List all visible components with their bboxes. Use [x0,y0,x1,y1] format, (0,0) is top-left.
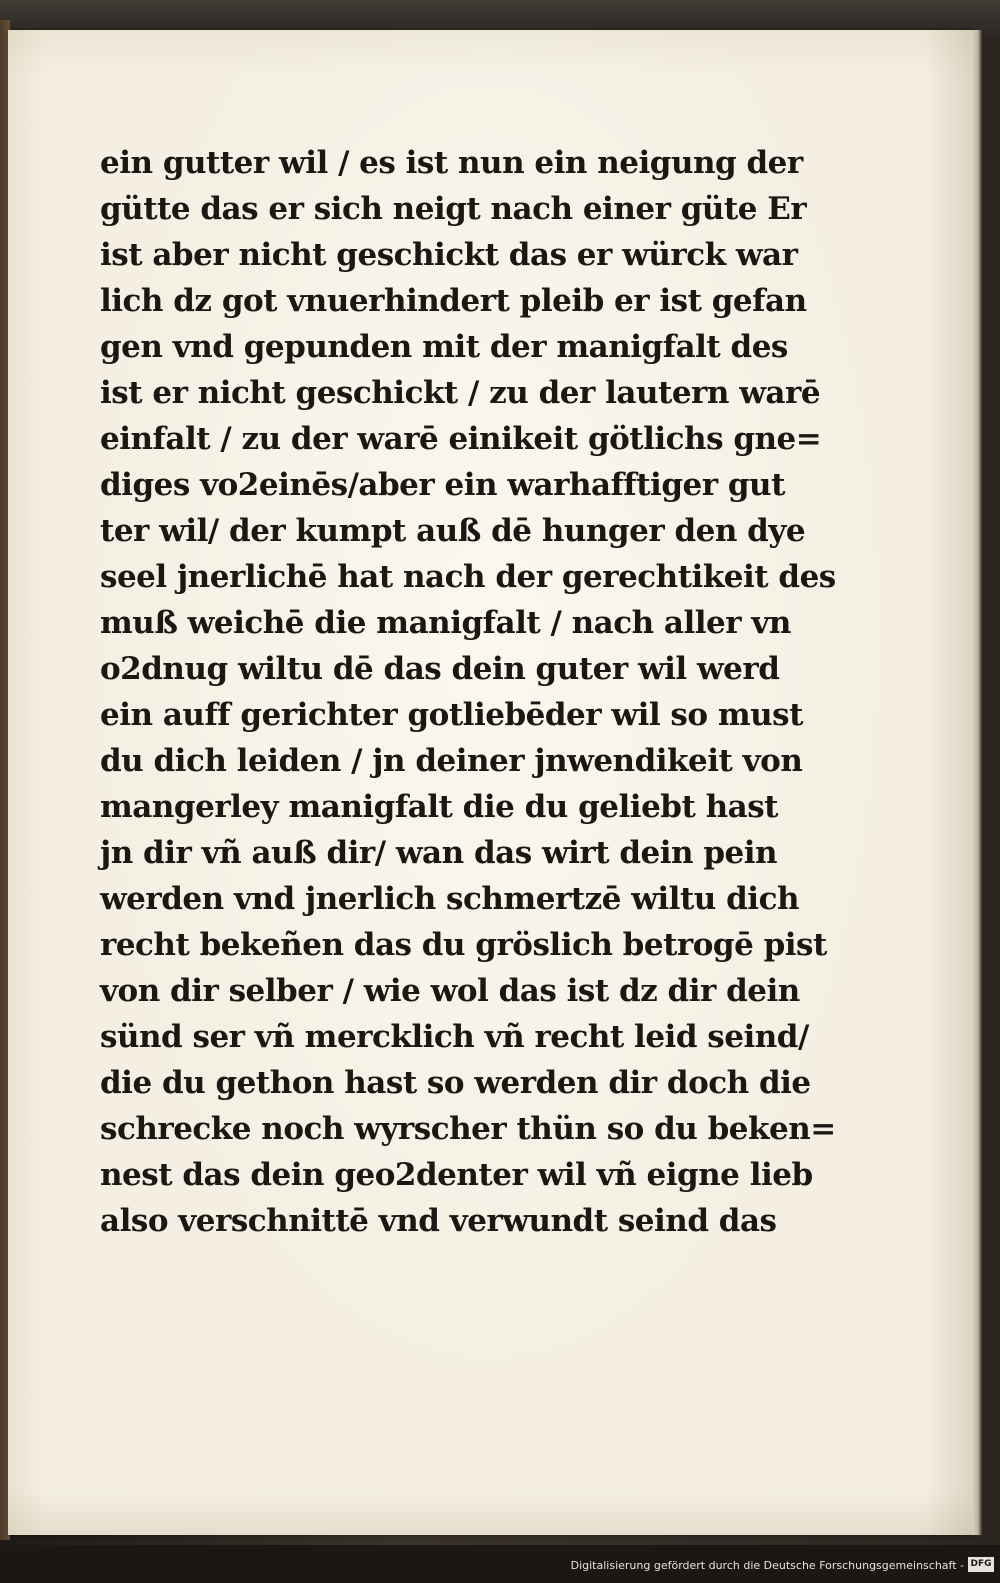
text-line: du dich leiden / jn deiner jnwendikeit von [100,743,803,779]
text-line: muß weichē die manigfalt / nach aller vn [100,605,791,641]
text-line: also verschnittē vnd verwundt seind das [100,1203,777,1239]
text-line: seel jnerlichē hat nach der gerechtikeit des [100,559,836,595]
text-line: nest das dein geo2denter wil vñ eigne lieb [100,1157,813,1193]
text-line: ein auff gerichter gotliebēder wil so must [100,697,803,733]
text-line: die du gethon hast so werden dir doch die [100,1065,811,1101]
text-line: mangerley manigfalt die du geliebt hast [100,789,778,825]
text-line: gen vnd gepunden mit der manigfalt des [100,329,788,365]
text-line: ist aber nicht geschickt das er würck war [100,237,798,273]
page-text [100,140,836,1244]
text-line: werden vnd jnerlich schmertzē wiltu dich [100,881,799,917]
digitization-credit: Digitalisierung gefördert durch die Deutsche Forschungsgemeinschaft - [570,1559,964,1572]
text-line: schrecke noch wyrscher thün so du beken= [100,1111,836,1147]
text-line: diges vo2einēs/aber ein warhafftiger gut [100,467,785,503]
page-edge [972,30,982,1535]
text-line: jn dir vñ auß dir/ wan das wirt dein pein [100,835,778,871]
text-line: o2dnug wiltu dē das dein guter wil werd [100,651,780,687]
text-line: ist er nicht geschickt / zu der lautern warē [100,375,821,411]
text-line: einfalt / zu der warē einikeit götlichs gne= [100,421,822,457]
text-line: ein gutter wil / es ist nun ein neigung der [100,145,803,181]
text-line: ter wil/ der kumpt auß dē hunger den dye [100,513,806,549]
text-line: recht bekeñen das du gröslich betrogē pist [100,927,827,963]
text-line: lich dz got vnuerhindert pleib er ist gefan [100,283,807,319]
text-line: von dir selber / wie wol das ist dz dir dein [100,973,800,1009]
binding-board-top [0,0,1000,34]
dfg-logo: DFG [968,1557,994,1572]
text-line: sünd ser vñ mercklich vñ recht leid seind/ [100,1019,809,1055]
text-line: gütte das er sich neigt nach einer güte Er [100,191,807,227]
